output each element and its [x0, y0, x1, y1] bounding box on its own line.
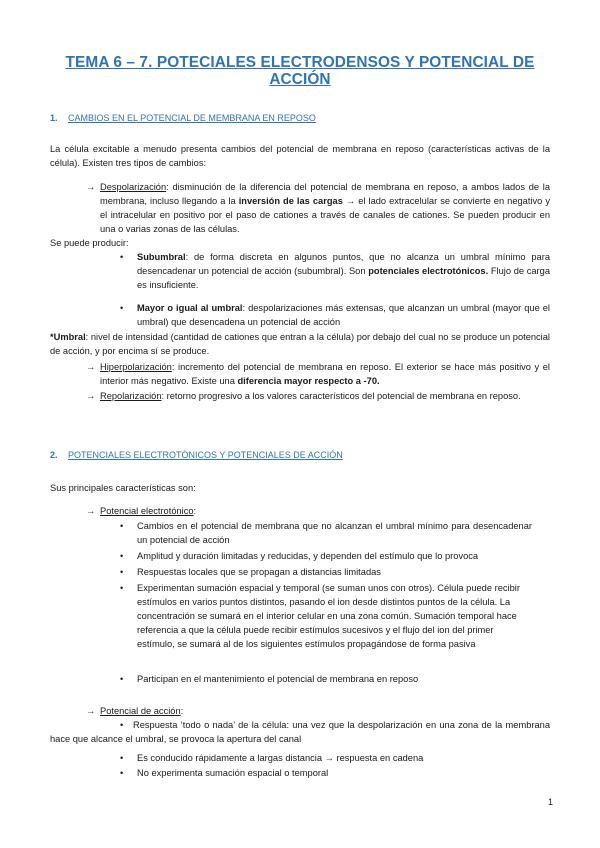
- charge-inversion-text: inversión de las cargas: [238, 195, 343, 206]
- subthreshold-text: : de forma discreta en algunos puntos, que no alcanza un umbral mínimo para desencadenar un potencial de acción (subumbral). Son: [137, 252, 550, 276]
- arrow-icon: →: [86, 182, 96, 192]
- list-item: Es conducido rápidamente a largas distancia → respuesta en cadena: [137, 753, 424, 763]
- repolarization-text: : retorno progresivo a los valores característicos del potencial de membrana en reposo.: [161, 391, 521, 401]
- section-1-heading: [50, 112, 316, 124]
- bullet-icon: •: [120, 521, 124, 531]
- bullet-icon: •: [120, 567, 124, 577]
- electrotonic-heading: Potencial electrotónico:: [100, 506, 197, 516]
- hyperpolarization-text: : incremento del potencial de membrana en reposo. El exterior se hace más positivo y el interior más negativo. Existe una: [100, 362, 550, 386]
- bullet-icon: •: [120, 674, 124, 684]
- bullet-icon: •: [120, 551, 124, 561]
- subthreshold-label: Subumbral: [137, 252, 186, 262]
- threshold-note: [50, 331, 550, 359]
- bullet-icon: •: [120, 252, 124, 262]
- depolarization-paragraph: [100, 181, 550, 237]
- page-title: TEMA 6 – 7. POTECIALES ELECTRODENSOS Y POTENCIAL DE ACCIÓN: [65, 54, 535, 88]
- threshold-text: : nivel de intensidad (cantidad de cationes que entran a la célula) por debajo del cual no se produce un potencial de acción, y por encima sí se produce.: [50, 332, 550, 356]
- list-item: Amplitud y duración limitadas y reducidas, y dependen del estímulo que lo provoca: [137, 551, 479, 561]
- list-item: Respuestas locales que se propagan a distancias limitadas: [137, 567, 381, 577]
- section-title: POTENCIALES ELECTROTÓNICOS Y POTENCIALES DE ACCIÓN: [68, 450, 343, 460]
- list-item: No experimenta sumación espacial o temporal: [137, 768, 329, 778]
- arrow-icon: →: [86, 706, 96, 716]
- arrow-icon: →: [86, 506, 96, 516]
- suprathreshold-text: : despolarizaciones más extensas, que alcanzan un umbral (mayor que el umbral) que desencadena un potencial de acción: [137, 303, 550, 327]
- list-item: [50, 719, 550, 747]
- depolarization-text-end: → el lado extracelular se convierte en negativo y el intracelular en positivo por el paso de cationes a través de canales de cationes. Se pueden producir en una o varias zonas de las células.: [100, 195, 551, 234]
- section-2-heading: [50, 449, 343, 461]
- action-potential-heading: Potencial de acción:: [100, 706, 184, 716]
- page-number: 1: [547, 797, 553, 807]
- depolarization-term: Despolarización: [100, 182, 167, 192]
- suprathreshold-paragraph: [137, 302, 550, 330]
- repolarization-paragraph: [100, 390, 550, 404]
- section-number: 1.: [50, 113, 58, 123]
- depolarization-text: : disminución de la diferencia del potencial de membrana en reposo, a ambos lados de la membrana, incluso llegando a la: [100, 182, 550, 206]
- repolarization-term: Repolarización: [100, 391, 162, 401]
- can-produce-label: Se puede producir:: [50, 238, 129, 248]
- arrow-icon: →: [86, 362, 96, 372]
- section-number: 2.: [50, 450, 58, 460]
- list-item: Experimentan sumación espacial y temporal (se suman unos con otros). Célula puede recibir estímulos en varios puntos distintos, pasando el ion desde distintos puntos de la célula. La concentración se sumará en el interior celular en una zona común. Sumación temporal hace referencia a que la célula puede recibir estímulos sucesivos y el flujo del ion del primer estímulo, se sumará al de los siguientes estímulos propagándose de forma pasiva: [137, 583, 520, 649]
- list-item: Participan en el mantenimiento el potencial de membrana en reposo: [137, 674, 419, 684]
- suprathreshold-label: Mayor o igual al umbral: [137, 303, 243, 313]
- subthreshold-text-end: Flujo de carga es insuficiente.: [137, 265, 550, 290]
- bullet-icon: •: [120, 753, 124, 763]
- hyperpolarization-bold: diferencia mayor respecto a -70.: [237, 375, 380, 386]
- section-title: CAMBIOS EN EL POTENCIAL DE MEMBRANA EN REPOSO: [68, 113, 316, 123]
- hyperpolarization-term: Hiperpolarización: [100, 362, 172, 372]
- arrow-icon: →: [86, 391, 96, 401]
- subthreshold-paragraph: [137, 251, 550, 293]
- section-2-intro: Sus principales características son:: [50, 483, 196, 493]
- threshold-label: *Umbral: [50, 332, 86, 342]
- electrotonic-term: potenciales electrotónicos.: [368, 265, 489, 276]
- action-item-text: Respuesta ‘todo o nada’ de la célula: una vez que la despolarización en una zona de la membrana hace que alcance el umbral, se provoca la apertura del canal: [50, 720, 550, 744]
- bullet-icon: •: [120, 583, 124, 593]
- bullet-icon: •: [120, 303, 124, 313]
- list-item: Cambios en el potencial de membrana que no alcanzan el umbral mínimo para desencadenar un potencial de acción: [137, 521, 532, 545]
- bullet-icon: •: [120, 720, 124, 730]
- hyperpolarization-paragraph: [100, 361, 550, 389]
- action-potential-term: Potencial de acción: [100, 706, 181, 716]
- section-1-intro: La célula excitable a menudo presenta cambios del potencial de membrana en reposo (características activas de la célula). Existen tres tipos de cambios:: [50, 144, 550, 168]
- electrotonic-term: Potencial electrotónico: [100, 506, 194, 516]
- bullet-icon: •: [120, 768, 124, 778]
